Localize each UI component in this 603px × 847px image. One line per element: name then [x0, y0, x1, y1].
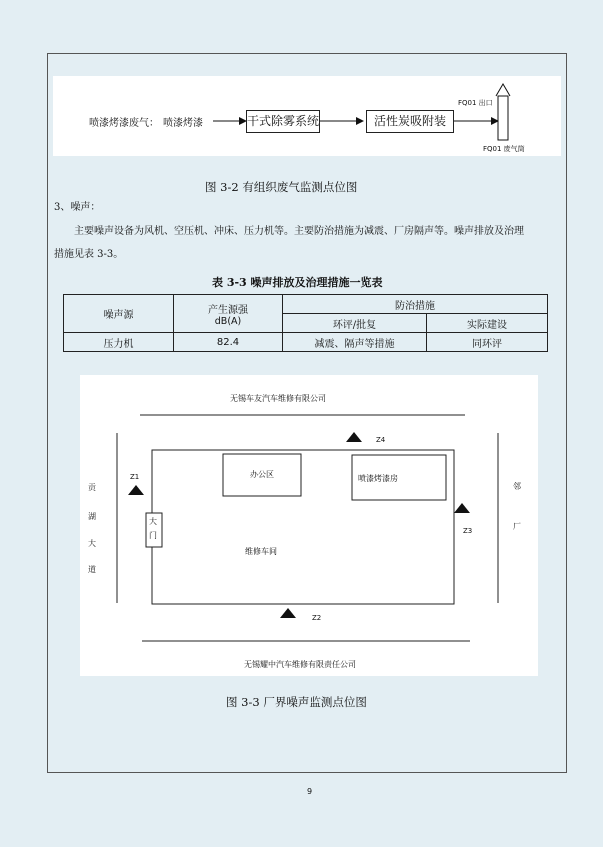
flow-source-label: 喷漆烤漆废气： — [89, 118, 159, 129]
west-road-char-2: 湖 — [88, 512, 96, 521]
gate-char-2: 门 — [149, 531, 157, 540]
header-strength — [174, 295, 283, 333]
monitor-point-z2-label: Z2 — [312, 614, 322, 622]
table-3-3-title: 表 3-3 噪声排放及治理措施一览表 — [212, 276, 383, 289]
paint-room-label: 喷漆烤漆房 — [358, 474, 398, 483]
header-strength-line1: 产生源强 — [208, 304, 248, 316]
header-measures: 防治措施 — [283, 295, 548, 314]
monitor-point-z1-marker — [128, 485, 144, 495]
figure-3-3-caption: 图 3-3 厂界噪声监测点位图 — [226, 695, 367, 709]
flow-box-carbon: 活性炭吸附装 — [366, 110, 454, 133]
flow-process-label: 喷漆烤漆 — [163, 118, 203, 129]
south-company: 无锡耀中汽车维修有限责任公司 — [244, 660, 356, 669]
figure-3-2-caption: 图 3-2 有组织废气监测点位图 — [205, 180, 358, 194]
workshop-label: 维修车间 — [245, 547, 277, 556]
flow-box-dryfog: 干式除雾系统 — [246, 110, 320, 133]
flow-outlet-label: FQ01 出口 — [458, 99, 493, 107]
cell-source: 压力机 — [64, 333, 174, 352]
monitor-point-z3-marker — [454, 503, 470, 513]
gate-char-1: 大 — [149, 517, 157, 526]
header-actual: 实际建设 — [427, 314, 548, 333]
flow-stack-label: FQ01 废气筒 — [483, 145, 525, 153]
header-strength-line2: dB(A) — [214, 315, 242, 327]
cell-actual: 同环评 — [427, 333, 548, 352]
noise-paragraph-line2: 措施见表 3-3。 — [54, 249, 124, 260]
monitor-point-z4-marker — [346, 432, 362, 442]
monitor-point-z4-label: Z4 — [376, 436, 386, 444]
header-source: 噪声源 — [64, 295, 174, 333]
monitor-point-z2-marker — [280, 608, 296, 618]
noise-heading: 3、噪声： — [54, 202, 101, 213]
west-road-char-1: 贡 — [88, 483, 96, 492]
cell-strength: 82.4 — [174, 333, 283, 352]
office-label: 办公区 — [250, 470, 274, 479]
east-neighbor-char-1: 邻 — [513, 482, 521, 491]
site-plan — [80, 375, 538, 676]
noise-table — [63, 294, 548, 352]
monitor-point-z1-label: Z1 — [130, 473, 140, 481]
header-eia: 环评/批复 — [283, 314, 427, 333]
flow-diagram — [53, 76, 561, 156]
west-road-char-3: 大 — [88, 539, 96, 548]
page-number: 9 — [307, 787, 313, 796]
cell-eia: 减震、隔声等措施 — [283, 333, 427, 352]
north-company: 无锡车友汽车维修有限公司 — [230, 394, 326, 403]
west-road-char-4: 道 — [88, 565, 96, 574]
monitor-point-z3-label: Z3 — [463, 527, 473, 535]
noise-paragraph-line1: 主要噪声设备为风机、空压机、冲床、压力机等。主要防治措施为减震、厂房隔声等。噪声排放及治理 — [74, 226, 524, 237]
table-row — [64, 333, 548, 352]
east-neighbor-char-2: 厂 — [513, 522, 521, 531]
